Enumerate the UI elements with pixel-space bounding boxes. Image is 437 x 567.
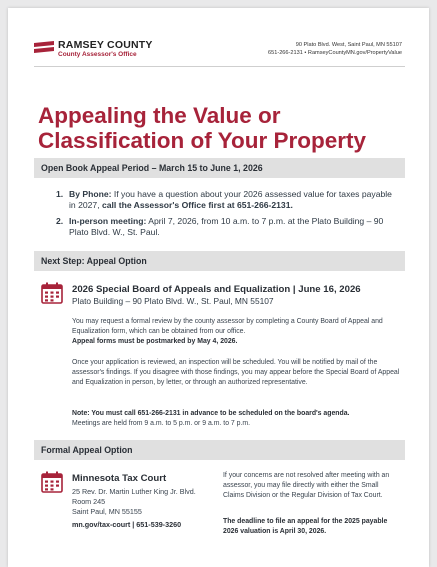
tax-court-address-line: Room 245 [72, 497, 106, 506]
list-number: 2. [56, 216, 64, 226]
section-formal-appeal [34, 440, 405, 460]
list-label: By Phone: [69, 189, 112, 199]
title-line-1: Appealing the Value or [38, 103, 281, 128]
appeal-note-bold: Note: You must call 651-266-2131 in advance to be scheduled on the board's agenda. [72, 410, 350, 417]
tax-court-contact: mn.gov/tax-court | 651-539-3260 [72, 520, 182, 529]
section-next-step [34, 251, 405, 271]
list-text [69, 189, 399, 211]
contact-address: 90 Plato Blvd. West, Saint Paul, MN 55107 [295, 42, 402, 48]
calendar-icon [41, 282, 63, 304]
appeal-note [72, 409, 402, 429]
document-page [8, 8, 429, 567]
appeal-paragraph-1-text: You may request a formal review by the county assessor by completing a County Board of Appeal and Equalization form, which can be obtained from our office. [72, 318, 383, 336]
appeal-paragraph-2: Once your application is reviewed, an inspection will be scheduled. You will be notified by mail of the assessor's findings. If you disagree with those findings, you may appear before the Special Board of Appeal and Equalization in person, by letter, or through an authorized representative. [72, 359, 400, 387]
header-divider [34, 66, 405, 67]
tax-court-name: Minnesota Tax Court [72, 473, 167, 484]
contact-info [268, 41, 402, 57]
appeal-paragraph-1 [72, 317, 402, 348]
board-event-location: Plato Building – 90 Plato Blvd. W., St. Paul, MN 55107 [72, 296, 274, 306]
appeal-note-text: Meetings are held from 9 a.m. to 5 p.m. or 9 a.m. to 7 p.m. [72, 420, 251, 428]
tax-court-address-line: 25 Rev. Dr. Martin Luther King Jr. Blvd. [72, 487, 196, 496]
section-next-step-heading: Next Step: Appeal Option [41, 256, 147, 266]
list-text [69, 216, 399, 238]
list-body: April 7, 2026, from 10 a.m. to 7 p.m. at the Plato Building – 90 Plato Blvd. W., St. Paul. [69, 216, 384, 237]
list-body: If you have a question about your 2026 assessed value for taxes payable in 2027, [69, 189, 392, 210]
tax-court-address [72, 487, 196, 517]
section-formal-appeal-heading: Formal Appeal Option [41, 445, 133, 455]
tax-court-address-line: Saint Paul, MN 55155 [72, 507, 142, 516]
title-line-2: Classification of Your Property [38, 128, 366, 153]
appeal-deadline: Appeal forms must be postmarked by May 4, 2026. [72, 338, 238, 346]
list-label: In-person meeting: [69, 216, 147, 226]
list-bold-body: call the Assessor's Office first at 651-266-2131. [101, 200, 293, 210]
board-event-title: 2026 Special Board of Appeals and Equalization | June 16, 2026 [72, 284, 361, 295]
calendar-icon [41, 471, 63, 493]
contact-phone-web: 651-266-2131 • RamseyCountyMN.gov/PropertyValue [268, 50, 402, 56]
formal-appeal-description: If your concerns are not resolved after meeting with an assessor, you may file directly with either the Small Claims Division or the Regular Division of Tax Court. [223, 472, 390, 500]
section-open-book-heading: Open Book Appeal Period – March 15 to June 1, 2026 [41, 163, 263, 173]
section-open-book [34, 158, 405, 178]
formal-appeal-deadline: The deadline to file an appeal for the 2025 payable 2026 valuation is April 30, 2026. [223, 518, 388, 536]
county-logo-icon [34, 41, 54, 55]
page-title [38, 103, 418, 153]
org-subtitle: County Assessor's Office [58, 51, 137, 58]
org-name: RAMSEY COUNTY [58, 39, 153, 51]
list-number: 1. [56, 189, 64, 199]
